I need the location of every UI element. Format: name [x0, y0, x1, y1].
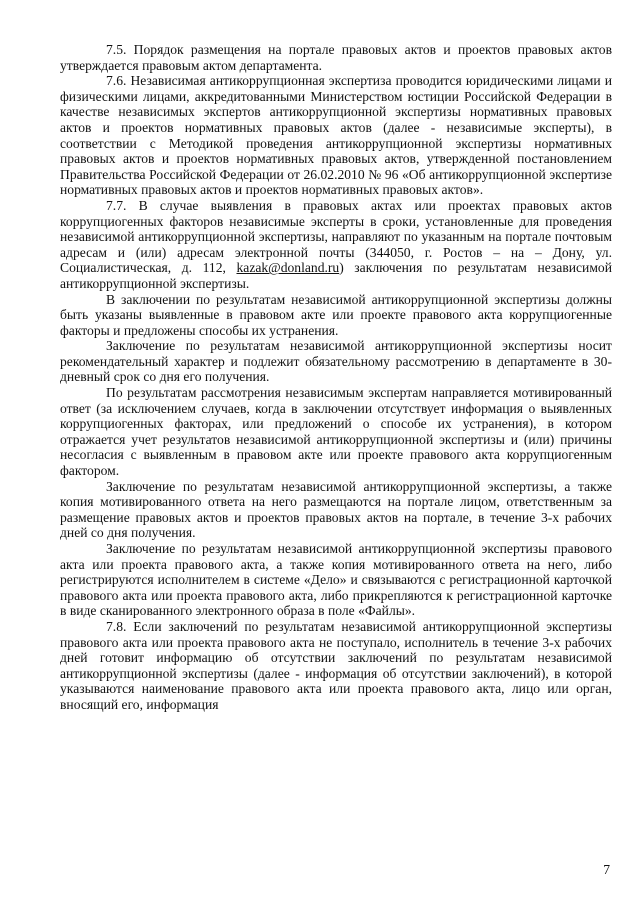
paragraph-portal-publication: Заключение по результатам независимой антикоррупционной экспертизы, а также копия мотивированного ответа на него размещаются на портале лицом, ответственным за размещение правовых актов и проектов правовых актов на портале, в течение 3-х рабочих дней со дня получения.	[60, 478, 612, 541]
page-number: 7	[603, 862, 610, 877]
paragraph-conclusion-review: Заключение по результатам независимой антикоррупционной экспертизы носит рекомендательный характер и подлежит обязательному рассмотрению в департаменте в 30-дневный срок со дня его получения.	[60, 338, 612, 385]
paragraph-registration: Заключение по результатам независимой антикоррупционной экспертизы правового акта или проекта правового акта, а также копия мотивированного ответа на него, либо регистрируются исполнителем в системе «Дело» и связываются с регистрационной карточкой правового акта или проекта правового акта, либо прикрепляются к регистрационной карточке в виде сканированного электронного образа в поле «Файлы».	[60, 541, 612, 619]
paragraph-7-7-text-before: 7.7. В случае выявления в правовых актах или проектах правовых актов коррупциогенных факторов независимые эксперты в сроки, установленные для проведения независимой антикоррупционной экспертизы, направляют по указанным на портале почтовым адресам и (или) адресам электронной почты (344050, г. Ростов – на – Дону, ул. Социалистическая, д. 112,	[60, 197, 612, 276]
email-link[interactable]: kazak@donland.ru	[236, 260, 340, 276]
paragraph-conclusion-content: В заключении по результатам независимой антикоррупционной экспертизы должны быть указаны выявленные в правовом акте или проекте правового акта коррупциогенные факторы и предложены способы их устранения.	[60, 291, 612, 338]
paragraph-7-6: 7.6. Независимая антикоррупционная экспертиза проводится юридическими лицами и физическими лицами, аккредитованными Министерством юстиции Российской Федерации в качестве независимых экспертов антикоррупционной экспертизы нормативных правовых актов и проектов нормативных правовых актов (далее - независимые эксперты), в соответствии с Методикой проведения антикоррупционной экспертизы нормативных правовых актов и проектов нормативных правовых актов, утвержденной постановлением Правительства Российской Федерации от 26.02.2010 № 96 «Об антикоррупционной экспертизе нормативных правовых актов и проектов нормативных правовых актов».	[60, 73, 612, 198]
paragraph-7-7-text-after: ) заключения по результатам независимой антикоррупционной экспертизы.	[60, 260, 612, 291]
paragraph-7-8: 7.8. Если заключений по результатам независимой антикоррупционной экспертизы правового акта или проекта правового акта не поступало, исполнитель в течение 3-х рабочих дней готовит информацию об отсутствии заключений по результатам независимой антикоррупционной экспертизы (далее - информация об отсутствии заключений), в которой указываются наименование правового акта или проекта правового акта, лицо или орган, вносящий его, информация	[60, 618, 612, 712]
paragraph-7-5: 7.5. Порядок размещения на портале правовых актов и проектов правовых актов утверждается правовым актом департамента.	[60, 42, 612, 73]
document-page	[60, 42, 612, 713]
paragraph-motivated-answer: По результатам рассмотрения независимым экспертам направляется мотивированный ответ (за исключением случаев, когда в заключении отсутствует информация о выявленных коррупциогенных факторах, или предложений о способе их устранения), в котором отражается учет результатов независимой антикоррупционной экспертизы и (или) причины несогласия с выявленным в правовом акте или проекте правового акта коррупциогенным фактором.	[60, 385, 612, 479]
paragraph-7-7	[60, 198, 612, 292]
